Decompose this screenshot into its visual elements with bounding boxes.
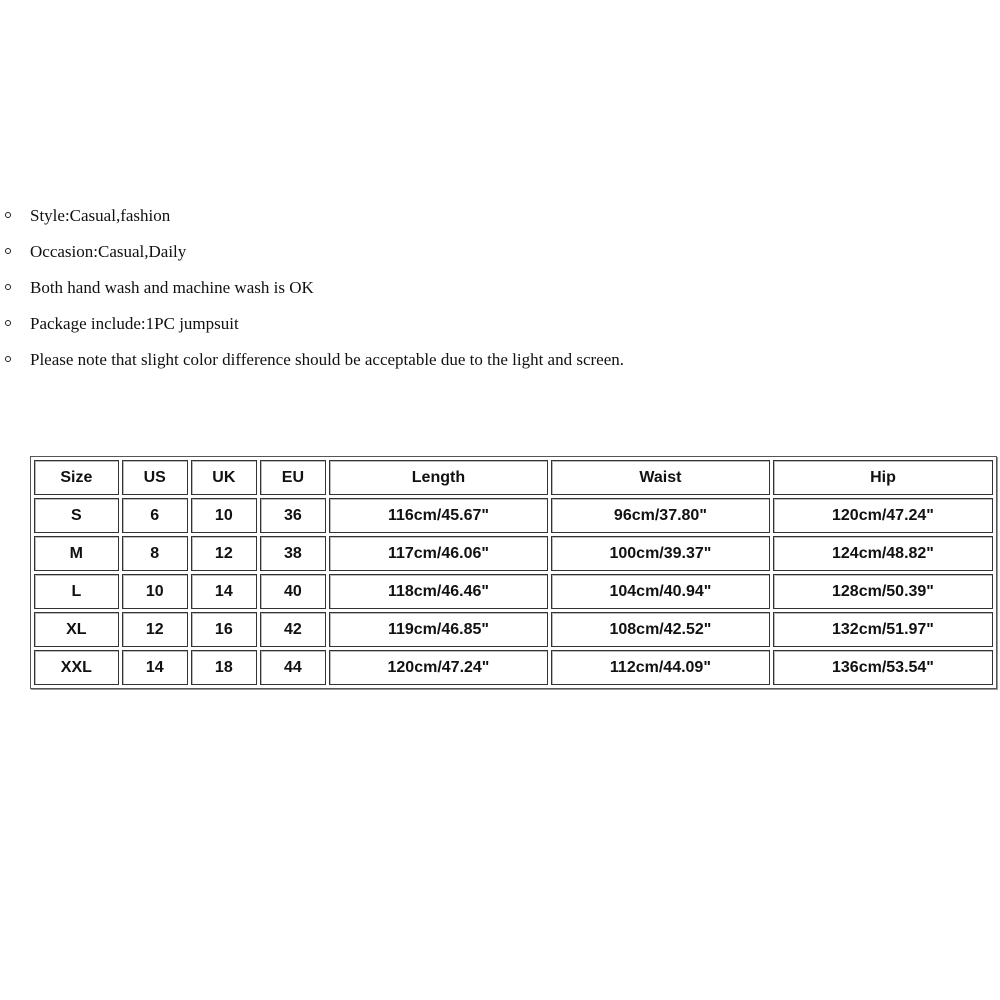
cell-uk: 10 xyxy=(191,498,257,533)
feature-text: Please note that slight color difference should be acceptable due to the light and screen. xyxy=(30,350,625,369)
header-size: Size xyxy=(34,460,119,495)
cell-hip: 136cm/53.54" xyxy=(773,650,993,685)
cell-waist: 112cm/44.09" xyxy=(551,650,770,685)
bullet-circle-icon xyxy=(5,284,11,290)
cell-waist: 108cm/42.52" xyxy=(551,612,770,647)
cell-eu: 38 xyxy=(260,536,326,571)
feature-text: Both hand wash and machine wash is OK xyxy=(30,278,314,297)
header-hip: Hip xyxy=(773,460,993,495)
cell-us: 8 xyxy=(122,536,188,571)
cell-us: 14 xyxy=(122,650,188,685)
cell-eu: 36 xyxy=(260,498,326,533)
header-eu: EU xyxy=(260,460,326,495)
feature-item-wash xyxy=(0,272,980,308)
cell-length: 117cm/46.06" xyxy=(329,536,548,571)
feature-item-package xyxy=(0,308,980,344)
cell-hip: 124cm/48.82" xyxy=(773,536,993,571)
cell-uk: 14 xyxy=(191,574,257,609)
cell-eu: 44 xyxy=(260,650,326,685)
bullet-circle-icon xyxy=(5,320,11,326)
header-waist: Waist xyxy=(551,460,770,495)
cell-uk: 12 xyxy=(191,536,257,571)
cell-eu: 42 xyxy=(260,612,326,647)
table-row xyxy=(34,574,993,609)
table-row xyxy=(34,650,993,685)
cell-size: XXL xyxy=(34,650,119,685)
table-row xyxy=(34,612,993,647)
cell-hip: 132cm/51.97" xyxy=(773,612,993,647)
cell-uk: 18 xyxy=(191,650,257,685)
cell-size: S xyxy=(34,498,119,533)
size-chart-table xyxy=(30,456,997,689)
cell-us: 12 xyxy=(122,612,188,647)
table-header-row xyxy=(34,460,993,495)
cell-size: L xyxy=(34,574,119,609)
header-length: Length xyxy=(329,460,548,495)
cell-length: 119cm/46.85" xyxy=(329,612,548,647)
header-uk: UK xyxy=(191,460,257,495)
bullet-circle-icon xyxy=(5,248,11,254)
header-us: US xyxy=(122,460,188,495)
cell-length: 118cm/46.46" xyxy=(329,574,548,609)
feature-item-color-note xyxy=(0,344,980,380)
cell-us: 6 xyxy=(122,498,188,533)
cell-size: M xyxy=(34,536,119,571)
bullet-circle-icon xyxy=(5,356,11,362)
cell-length: 120cm/47.24" xyxy=(329,650,548,685)
cell-hip: 128cm/50.39" xyxy=(773,574,993,609)
cell-waist: 100cm/39.37" xyxy=(551,536,770,571)
cell-size: XL xyxy=(34,612,119,647)
table-row xyxy=(34,536,993,571)
cell-eu: 40 xyxy=(260,574,326,609)
product-features-list xyxy=(0,200,980,380)
cell-waist: 96cm/37.80" xyxy=(551,498,770,533)
cell-uk: 16 xyxy=(191,612,257,647)
cell-length: 116cm/45.67" xyxy=(329,498,548,533)
table-row xyxy=(34,498,993,533)
feature-item-style xyxy=(0,200,980,236)
feature-text: Package include:1PC jumpsuit xyxy=(30,314,239,333)
cell-waist: 104cm/40.94" xyxy=(551,574,770,609)
feature-text: Style:Casual,fashion xyxy=(30,206,171,225)
cell-hip: 120cm/47.24" xyxy=(773,498,993,533)
feature-item-occasion xyxy=(0,236,980,272)
bullet-circle-icon xyxy=(5,212,11,218)
feature-text: Occasion:Casual,Daily xyxy=(30,242,187,261)
cell-us: 10 xyxy=(122,574,188,609)
